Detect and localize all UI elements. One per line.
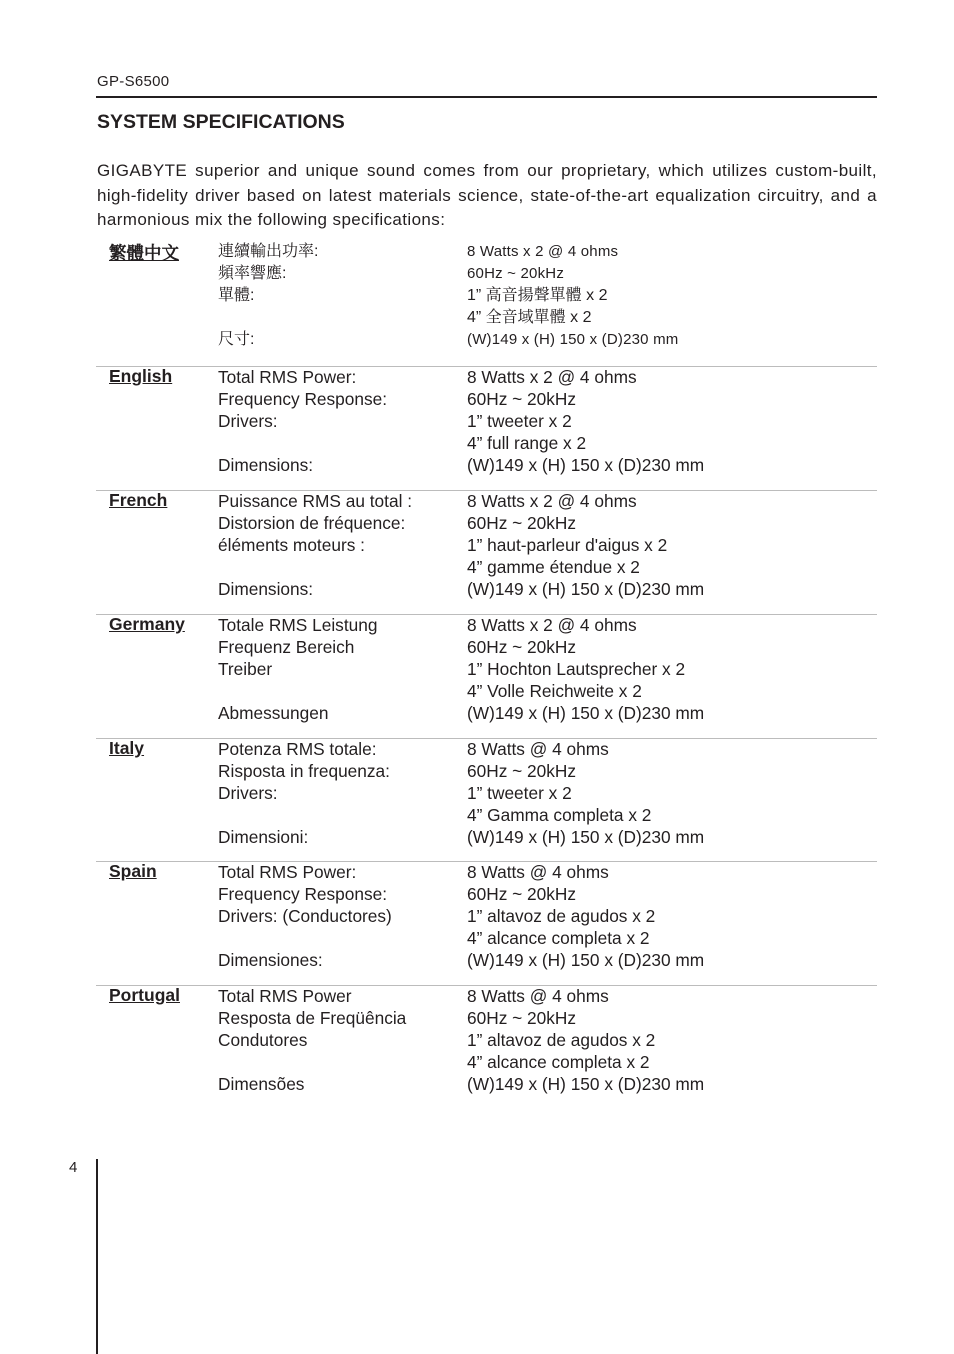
spec-label: Treiber [218,658,273,679]
spec-label [218,928,458,950]
spec-label: Total RMS Power: [218,367,357,387]
spec-values [467,241,877,350]
spec-label: Dimensions: [218,454,314,475]
spec-label: Total RMS Power [218,986,352,1006]
model-number: GP-S6500 [97,73,170,90]
spec-label: Potenza RMS totale: [218,739,377,759]
spec-label: 尺寸: [218,330,255,348]
spec-label [218,805,458,827]
intro-paragraph: GIGABYTE superior and unique sound comes from our proprietary, which utilizes custom-built, high-fidelity driver based on latest materials science, state-of-the-art equalization circuitry, and a harmonious mix the following specifications: [97,161,877,229]
spec-value: 4” gamme étendue x 2 [467,556,640,577]
spec-value: 1” altavoz de agudos x 2 [467,905,656,926]
spec-section-portugal [96,985,877,1094]
spec-value: (W)149 x (H) 150 x (D)230 mm [467,949,705,970]
spec-label: Puissance RMS au total : [218,491,413,511]
spec-value: 4” Volle Reichweite x 2 [467,680,642,701]
spec-value: (W)149 x (H) 150 x (D)230 mm [467,702,705,723]
spec-value: 4” alcance completa x 2 [467,927,650,948]
spec-label: Resposta de Freqüência [218,1007,407,1028]
language-heading: Portugal [109,985,180,1005]
spec-value: 4” 全音域單體 x 2 [467,308,592,326]
spec-label [218,433,458,455]
spec-value: (W)149 x (H) 150 x (D)230 mm [467,1073,705,1094]
spec-values [467,367,877,476]
spec-values [467,986,877,1095]
spec-label: Totale RMS Leistung [218,615,378,635]
header-rule [96,96,877,98]
spec-values [467,862,877,971]
spec-label: Frequency Response: [218,883,388,904]
spec-values [467,491,877,600]
spec-value: 60Hz ~ 20kHz [467,264,565,282]
language-heading: Germany [109,614,185,634]
spec-value: (W)149 x (H) 150 x (D)230 mm [467,454,705,475]
spec-value: 4” full range x 2 [467,432,587,453]
spec-values [467,615,877,724]
spec-label: Dimensioni: [218,826,309,847]
spec-label [218,1052,458,1074]
spec-value: (W)149 x (H) 150 x (D)230 mm [467,826,705,847]
language-heading: 繁體中文 [109,243,179,263]
spec-value: 60Hz ~ 20kHz [467,1007,577,1028]
spec-label: éléments moteurs : [218,534,365,555]
spec-value: 1” tweeter x 2 [467,782,572,803]
spec-value: 60Hz ~ 20kHz [467,760,577,781]
spec-labels [218,491,458,600]
spec-section-french [96,490,877,599]
spec-label: Drivers: [218,410,278,431]
spec-value: 60Hz ~ 20kHz [467,636,577,657]
spec-value: 8 Watts @ 4 ohms [467,862,609,882]
spec-value: 1” tweeter x 2 [467,410,572,431]
spec-label: Total RMS Power: [218,862,357,882]
spec-value: 8 Watts @ 4 ohms [467,739,609,759]
spec-value: 8 Watts x 2 @ 4 ohms [467,243,619,260]
spec-label: Drivers: [218,782,278,803]
spec-label [218,557,458,579]
spec-value: 4” Gamma completa x 2 [467,804,652,825]
spec-section-germany [96,614,877,723]
spec-labels [218,241,458,350]
spec-value: 8 Watts @ 4 ohms [467,986,609,1006]
spec-label: 單體: [218,286,255,304]
spec-value: 1” haut-parleur d'aigus x 2 [467,534,668,555]
spec-label: 連續輸出功率: [218,243,319,260]
spec-label [218,307,458,329]
spec-label: Drivers: (Conductores) [218,905,392,926]
spec-value: 60Hz ~ 20kHz [467,388,577,409]
spec-section-english [96,366,877,475]
spec-value: 60Hz ~ 20kHz [467,512,577,533]
page-title: SYSTEM SPECIFICATIONS [97,111,345,133]
spec-labels [218,367,458,476]
spec-value: 8 Watts x 2 @ 4 ohms [467,491,637,511]
footer-rule [96,1159,98,1354]
spec-label: Condutores [218,1029,308,1050]
spec-value: 1” Hochton Lautsprecher x 2 [467,658,686,679]
spec-labels [218,986,458,1095]
spec-label: Dimensions: [218,578,314,599]
spec-labels [218,862,458,971]
spec-label [218,681,458,703]
spec-value: 1” 高音揚聲單體 x 2 [467,286,608,304]
spec-values [467,739,877,848]
spec-labels [218,739,458,848]
spec-label: Dimensiones: [218,949,323,970]
spec-label: Distorsion de fréquence: [218,512,406,533]
page-number: 4 [69,1159,78,1176]
spec-value: (W)149 x (H) 150 x (D)230 mm [467,578,705,599]
spec-value: (W)149 x (H) 150 x (D)230 mm [467,330,679,348]
spec-label: Risposta in frequenza: [218,760,390,781]
language-heading: Spain [109,861,157,881]
language-heading: Italy [109,738,145,758]
spec-label: Abmessungen [218,702,329,723]
language-heading: English [109,366,173,386]
language-heading: French [109,490,168,510]
spec-label: 頻率響應: [218,264,287,282]
spec-label: Frequency Response: [218,388,388,409]
spec-label: Frequenz Bereich [218,636,355,657]
spec-value: 1” altavoz de agudos x 2 [467,1029,656,1050]
spec-value: 8 Watts x 2 @ 4 ohms [467,615,637,635]
spec-value: 8 Watts x 2 @ 4 ohms [467,367,637,387]
spec-section-spain [96,861,877,970]
spec-value: 4” alcance completa x 2 [467,1051,650,1072]
spec-value: 60Hz ~ 20kHz [467,883,577,904]
spec-section-italy [96,738,877,847]
spec-labels [218,615,458,724]
spec-label: Dimensões [218,1073,305,1094]
